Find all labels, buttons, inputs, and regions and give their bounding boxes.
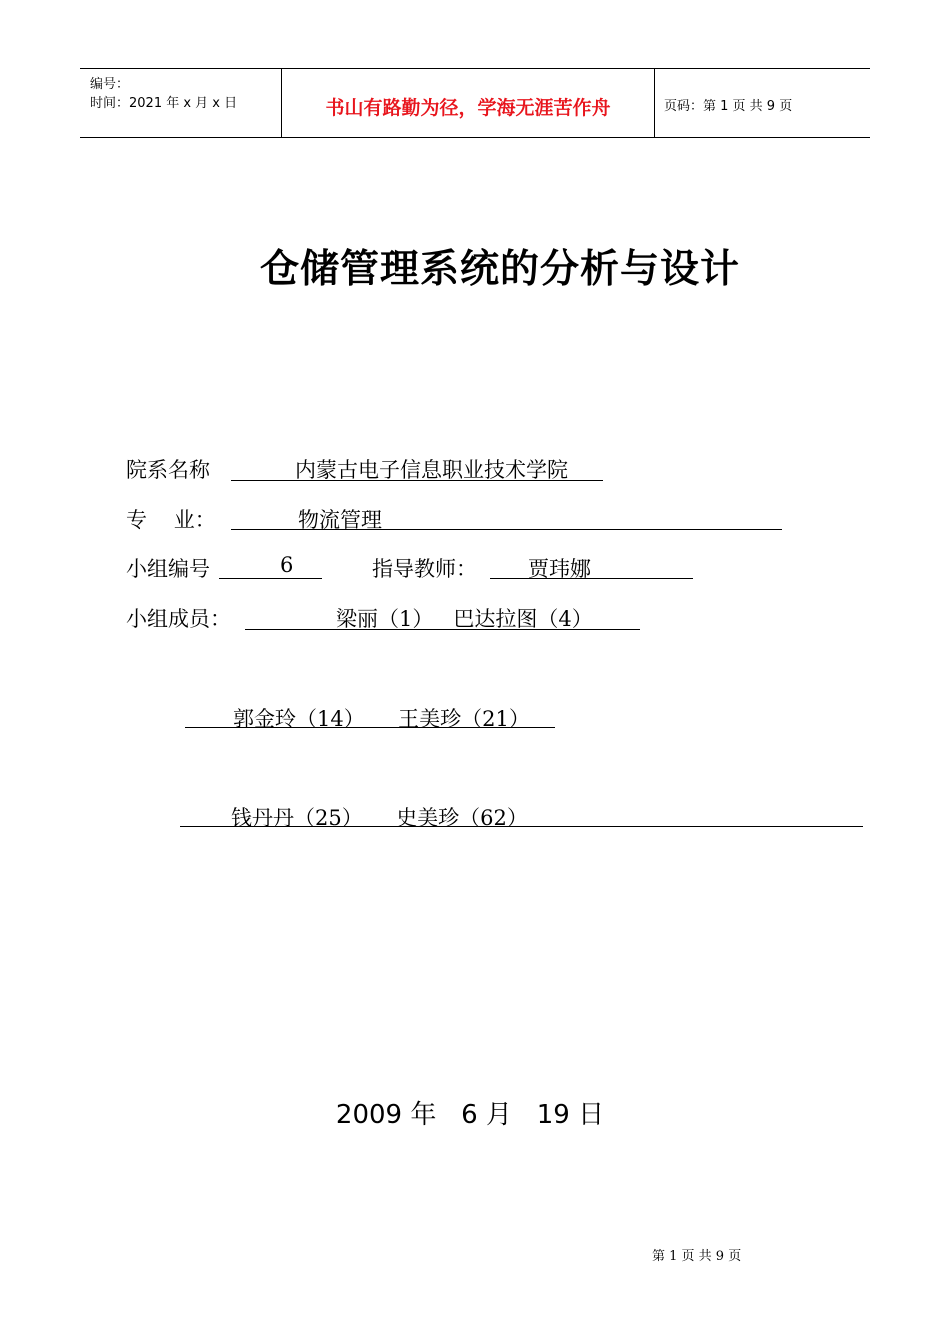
advisor-value: 贾玮娜 [528, 557, 591, 581]
header-meta-cell [80, 69, 282, 137]
department-value: 内蒙古电子信息职业技术学院 [295, 458, 568, 482]
document-date: 2009 年 6 月 19 日 [335, 1100, 605, 1130]
members-line-1: 梁丽（1） 巴达拉图（4） [336, 607, 593, 631]
page-footer: 第 1 页 共 9 页 [652, 1249, 742, 1264]
major-value: 物流管理 [298, 508, 382, 532]
header-page-cell [655, 69, 870, 137]
department-label: 院系名称 [126, 458, 210, 482]
group-no-underline [219, 578, 322, 579]
time-label: 时间：2021 年 x 月 x 日 [90, 96, 238, 111]
members-label: 小组成员： [126, 607, 231, 631]
document-title: 仓储管理系统的分析与设计 [259, 246, 740, 292]
members-underline-2 [185, 727, 555, 728]
group-no-value: 6 [280, 553, 294, 577]
advisor-label: 指导教师： [372, 557, 477, 581]
header-table [80, 68, 870, 138]
members-line-2: 郭金玲（14） 王美珍（21） [233, 707, 530, 731]
members-underline-3 [180, 826, 863, 827]
number-label: 编号： [90, 77, 130, 92]
members-line-3: 钱丹丹（25） 史美珍（62） [231, 806, 528, 830]
department-underline [231, 480, 603, 481]
motto: 书山有路勤为径，学海无涯苦作舟 [325, 97, 611, 119]
advisor-underline [490, 578, 693, 579]
major-label: 专 业： [126, 508, 216, 532]
header-motto-cell [282, 69, 655, 137]
page-info: 页码：第 1 页 共 9 页 [664, 99, 793, 114]
major-underline [231, 529, 782, 530]
members-underline-1 [245, 629, 640, 630]
group-no-label: 小组编号 [126, 557, 210, 581]
